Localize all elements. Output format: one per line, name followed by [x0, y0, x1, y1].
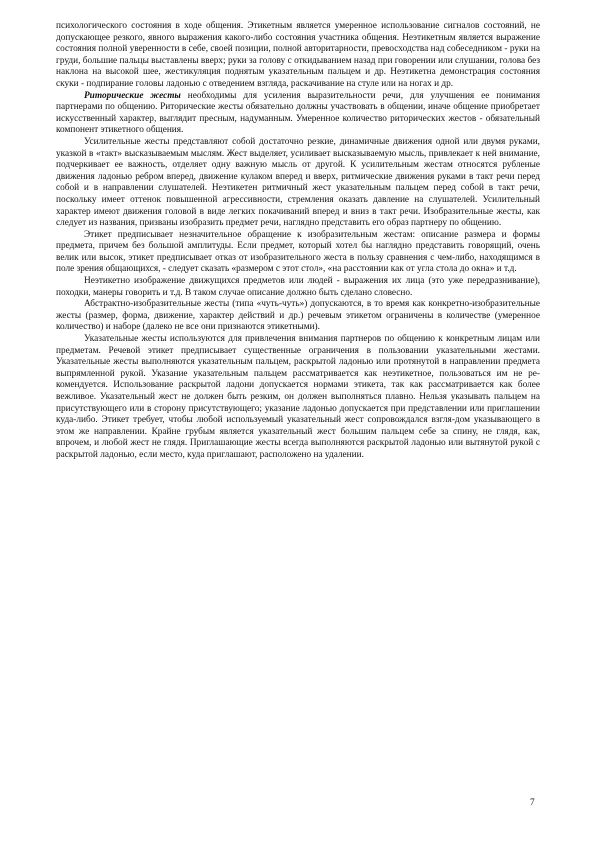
- paragraph-4: Этикет предписывает незначительное обращение к изобразительным жестам: описание размера и формы предмета, причем без большой амплитуды. Если предмет, который хотел бы наглядно представить говорящий, очень велик или высок, этикет предписывает отказ от изобразительного жеста в пользу сравнения с чем-либо, находящимся в поле зрения общающихся, - следует сказать «размером с этот стол», «на расстоянии как от угла стола до окна» и т.д.: [56, 229, 540, 275]
- paragraph-1: психологического состояния в ходе общения. Этикетным является умеренное использование сигналов состояний, не допускающее резкого, явного выражения какого-либо состояния участника общения. Неэтикетным является выражение состояния полной уверенности в себе, своей позиции, полной авторитарности, превосходства над собеседником - руки на груди, большие пальцы выставлены вверх; руки за голову с откидыванием назад при говорении или слушании, голова без наклона на высокой шее, жестикуляция поднятым указательным пальцем и др. Неэтикетна демонстрация состояния скуки - подпирание головы ладонью с отведением взгляда, раскачивание на стуле или на ногах и др.: [56, 21, 540, 89]
- paragraph-3: Усилительные жесты представляют собой достаточно резкие, динамичные движения одной или двумя руками, указкой в «такт» высказываемым мыслям. Жест выделяет, усиливает высказываемую мысль, привлекает к ней внимание, подчеркивает ее важность, отделяет одну важную мысль от другой. К усилительным жестам относятся рубленые движения ладонью ребром вперед, движение кулаком вперед и вверх, ритмические движения руками в такт речи перед собой и в направлении слушателей. Неэтикетен ритмичный жест указательным пальцем перед собой в такт речи, поскольку имеет оттенок повышенной агрессивности, стремления оказать давление на слушателей. Усилительный характер имеют движения головой в виде легких покачиваний вперед и вниз в такт речи. Изобразительные жесты, как следует из названия, призваны изобразить предмет речи, наглядно представить его образ партнеру по общению.: [56, 136, 540, 229]
- body-text: [56, 21, 540, 462]
- paragraph-2-text: необходимы для усиления выразительности речи, для улучшения ее понимания партнерами по общению. Риторические жесты обязательно должны участвовать в общении, иначе общение приобретает искусственный характер, выглядит пресным, надуманным. Умеренное количество риторических жестов - обязательный компонент этикетного общения.: [56, 90, 541, 136]
- paragraph-5: Неэтикетно изображение движущихся предметов или людей - выражения их лица (это уже передразнивание), походки, манеры говорить и т.д. В таком случае описание должно быть сделано словесно.: [56, 276, 540, 298]
- page-number: 7: [530, 798, 535, 808]
- paragraph-2: [56, 91, 540, 137]
- paragraph-6: Абстрактно-изобразительные жесты (типа «чуть-чуть») допускаются, в то время как конкретно-изобразительные жесты (размер, форма, движение, характер действий и др.) речевым этикетом ограничены в количестве (умеренное количество) и наборе (далеко не все они признаются этикетными).: [56, 299, 540, 333]
- term-rhetorical-gestures: Риторические жесты: [84, 90, 181, 101]
- paragraph-7: Указательные жесты используются для привлечения внимания партнеров по общению к конкретным лицам или предметам. Речевой этикет предписывает существенные ограничения в пользовании указательными жестами. Указательные жесты выполняются указательным пальцем, раскрытой ладонью или протянутой в направлении предмета выпрямленной рукой. Указание указательным пальцем рассматривается как неэтикетное, пользоваться им не ре-комендуется. Использование раскрытой ладони допускается нормами этикета, так как рассматривается как более вежливое. Указательный жест не должен быть резким, он должен выполняться плавно. Нельзя указывать пальцем на присутствующего или в сторону присутствующего; указание ладонью допускается при представлении или приглашении куда-либо. Этикет требует, чтобы любой используемый указательный жест сопровождался взгля-дом указывающего в этом же направлении. Крайне грубым является указательный жест большим пальцем себе за спину, не глядя, как, впрочем, и любой жест не глядя. Приглашающие жесты всегда выполняются раскрытой ладонью или вытянутой рукой с раскрытой ладонью, если место, куда приглашают, расположено на удалении.: [56, 334, 540, 460]
